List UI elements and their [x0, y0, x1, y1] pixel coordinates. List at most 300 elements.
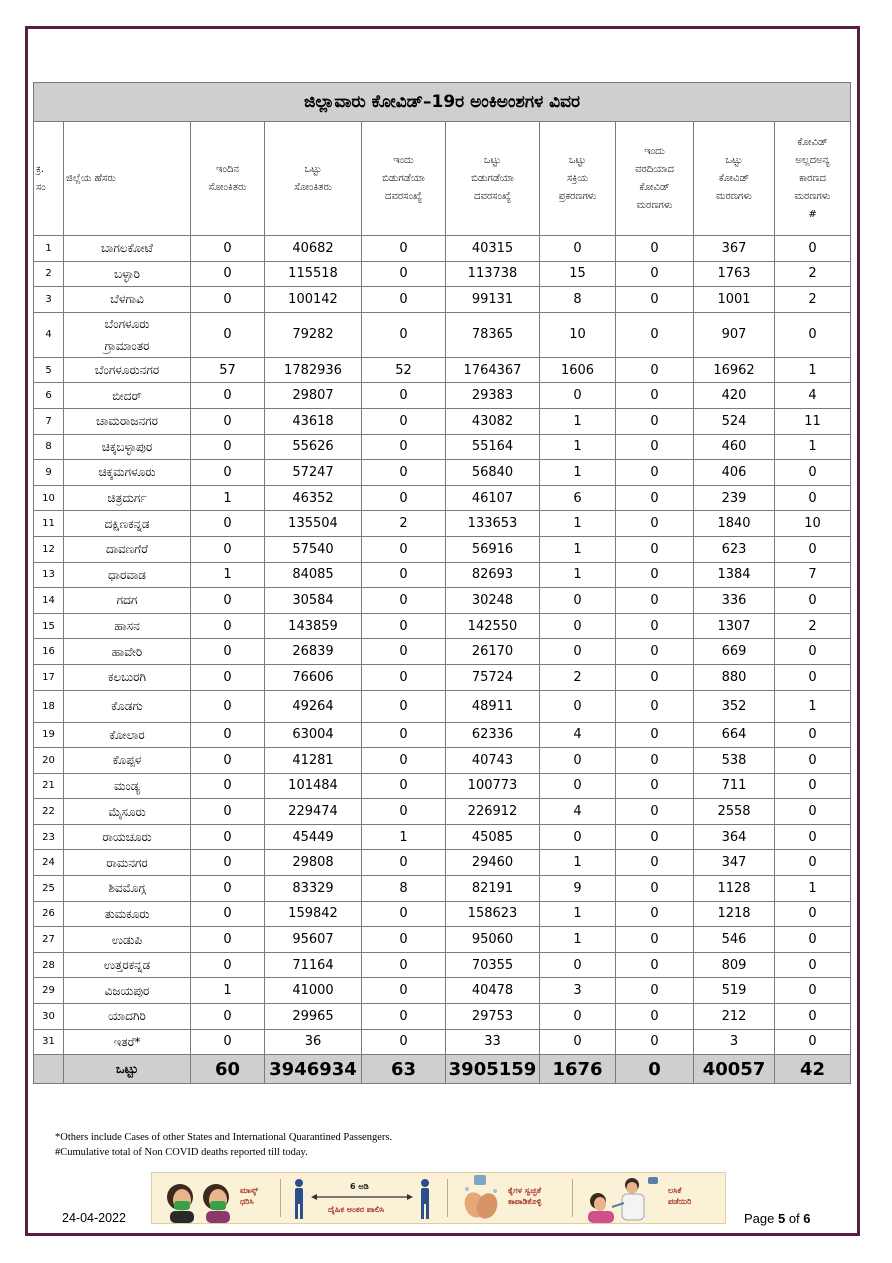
row-odd: 336 [694, 588, 775, 614]
table-row [34, 952, 851, 978]
row-district-name: ಕಲಬುರಗಿ [64, 664, 191, 690]
hand-hygiene-text: ಕೈಗಳ ಸ್ವಚ್ಛತೆ ಕಾಪಾಡಿಕೊಳ್ಳಿ [508, 1186, 542, 1206]
row-act: 0 [540, 236, 616, 262]
row-district-name: ತುಮಕೂರು [64, 901, 191, 927]
row-odd: 880 [694, 664, 775, 690]
row-tdd: 0 [616, 876, 694, 902]
row-od: 56840 [446, 460, 540, 486]
row-nc: 7 [775, 562, 851, 588]
row-odd: 524 [694, 408, 775, 434]
row-sno: 27 [34, 927, 64, 953]
row-nc: 0 [775, 927, 851, 953]
header-total-discharged: ಒಟ್ಟು ಬಿಡುಗಡೆಯಾ ದವರಸಂಖ್ಯೆ [446, 122, 540, 236]
row-odd: 406 [694, 460, 775, 486]
row-td: 0 [362, 236, 446, 262]
page-total: 6 [803, 1211, 811, 1226]
row-nc: 0 [775, 773, 851, 799]
row-odd: 519 [694, 978, 775, 1004]
row-district-name: ಚಾಮರಾಜನಗರ [64, 408, 191, 434]
table-row [34, 613, 851, 639]
row-op: 159842 [265, 901, 362, 927]
row-tdd: 0 [616, 536, 694, 562]
row-tdd: 0 [616, 434, 694, 460]
row-td: 0 [362, 690, 446, 722]
row-td: 1 [362, 824, 446, 850]
table-row [34, 312, 851, 357]
row-sno: 22 [34, 799, 64, 825]
row-tp: 0 [191, 460, 265, 486]
row-od: 56916 [446, 536, 540, 562]
row-odd: 347 [694, 850, 775, 876]
row-op: 115518 [265, 261, 362, 287]
row-od: 29460 [446, 850, 540, 876]
row-odd: 352 [694, 690, 775, 722]
header-row [34, 122, 851, 236]
table-row [34, 460, 851, 486]
row-district-name: ಯಾದಗಿರಿ [64, 1004, 191, 1030]
table-row [34, 978, 851, 1004]
vaccination-icon [580, 1173, 660, 1223]
row-act: 1 [540, 536, 616, 562]
table-row [34, 1004, 851, 1030]
header-total-deaths: ಒಟ್ಟು ಕೋವಿಡ್ ಮರಣಗಳು [694, 122, 775, 236]
row-district-name: ಹಾಸನ [64, 613, 191, 639]
row-district-name: ಹಾವೇರಿ [64, 639, 191, 665]
row-tdd: 0 [616, 722, 694, 748]
row-sno: 19 [34, 722, 64, 748]
table-row [34, 690, 851, 722]
table-row [34, 408, 851, 434]
table-row [34, 1029, 851, 1055]
table-row [34, 876, 851, 902]
row-nc: 1 [775, 690, 851, 722]
row-tp: 0 [191, 748, 265, 774]
table-row [34, 748, 851, 774]
row-op: 41281 [265, 748, 362, 774]
row-td: 0 [362, 588, 446, 614]
row-act: 10 [540, 312, 616, 357]
row-td: 0 [362, 927, 446, 953]
row-odd: 239 [694, 485, 775, 511]
row-td: 0 [362, 773, 446, 799]
row-act: 0 [540, 383, 616, 409]
row-district-name: ಇತರೆ* [64, 1029, 191, 1055]
row-sno: 20 [34, 748, 64, 774]
row-tdd: 0 [616, 511, 694, 537]
row-nc: 0 [775, 588, 851, 614]
row-od: 1764367 [446, 357, 540, 383]
row-od: 26170 [446, 639, 540, 665]
row-nc: 0 [775, 722, 851, 748]
row-odd: 1307 [694, 613, 775, 639]
row-op: 76606 [265, 664, 362, 690]
row-odd: 16962 [694, 357, 775, 383]
row-od: 95060 [446, 927, 540, 953]
row-tp: 0 [191, 690, 265, 722]
row-tp: 0 [191, 773, 265, 799]
row-tp: 0 [191, 850, 265, 876]
row-tp: 0 [191, 536, 265, 562]
row-op: 49264 [265, 690, 362, 722]
row-sno: 15 [34, 613, 64, 639]
row-odd: 1840 [694, 511, 775, 537]
row-sno: 30 [34, 1004, 64, 1030]
table-row [34, 588, 851, 614]
row-act: 1 [540, 850, 616, 876]
row-nc: 0 [775, 952, 851, 978]
row-act: 1606 [540, 357, 616, 383]
row-tdd: 0 [616, 485, 694, 511]
banner-divider [447, 1179, 448, 1217]
row-tdd: 0 [616, 901, 694, 927]
row-sno: 12 [34, 536, 64, 562]
row-tdd: 0 [616, 1004, 694, 1030]
row-td: 0 [362, 722, 446, 748]
row-tp: 0 [191, 952, 265, 978]
row-sno: 4 [34, 312, 64, 357]
row-district-name: ಬಳ್ಳಾರಿ [64, 261, 191, 287]
table-row [34, 383, 851, 409]
row-act: 6 [540, 485, 616, 511]
row-district-name: ಚಿಕ್ಕಮಗಳೂರು [64, 460, 191, 486]
table-row [34, 287, 851, 313]
row-tdd: 0 [616, 690, 694, 722]
row-district-name: ಬಾಗಲಕೋಟೆ [64, 236, 191, 262]
row-odd: 669 [694, 639, 775, 665]
footnotes [55, 1130, 392, 1160]
row-district-name: ಕೊಪ್ಪಳ [64, 748, 191, 774]
row-tdd: 0 [616, 748, 694, 774]
table-body [34, 236, 851, 1055]
row-nc: 2 [775, 287, 851, 313]
page-current: 5 [777, 1211, 786, 1226]
row-td: 0 [362, 1004, 446, 1030]
row-odd: 538 [694, 748, 775, 774]
table-row [34, 722, 851, 748]
row-nc: 2 [775, 613, 851, 639]
row-tdd: 0 [616, 236, 694, 262]
row-od: 33 [446, 1029, 540, 1055]
row-sno: 9 [34, 460, 64, 486]
row-sno: 8 [34, 434, 64, 460]
row-district-name: ಧಾರವಾಡ [64, 562, 191, 588]
row-nc: 0 [775, 485, 851, 511]
total-today-deaths: 0 [616, 1055, 694, 1084]
page-number [744, 1211, 811, 1226]
row-od: 45085 [446, 824, 540, 850]
row-td: 0 [362, 664, 446, 690]
row-act: 0 [540, 639, 616, 665]
row-od: 40743 [446, 748, 540, 774]
row-tp: 1 [191, 978, 265, 1004]
row-od: 62336 [446, 722, 540, 748]
row-td: 0 [362, 460, 446, 486]
row-od: 70355 [446, 952, 540, 978]
row-op: 41000 [265, 978, 362, 1004]
row-op: 36 [265, 1029, 362, 1055]
row-sno: 5 [34, 357, 64, 383]
header-today-discharged: ಇಂದು ಬಿಡುಗಡೆಯಾ ದವರಸಂಖ್ಯೆ [362, 122, 446, 236]
mask-faces-icon [160, 1173, 238, 1223]
total-sno-cell [34, 1055, 64, 1084]
header-district: ಜಿಲ್ಲೆಯ ಹೆಸರು [64, 122, 191, 236]
table-row [34, 434, 851, 460]
row-district-name: ದಾವಣಗೆರೆ [64, 536, 191, 562]
row-tp: 0 [191, 287, 265, 313]
row-od: 43082 [446, 408, 540, 434]
row-act: 1 [540, 927, 616, 953]
row-act: 1 [540, 460, 616, 486]
row-act: 1 [540, 511, 616, 537]
row-sno: 10 [34, 485, 64, 511]
district-covid-table [33, 82, 851, 1084]
row-sno: 6 [34, 383, 64, 409]
row-nc: 0 [775, 978, 851, 1004]
table-row [34, 901, 851, 927]
row-tp: 0 [191, 434, 265, 460]
hand-wash-icon [457, 1173, 505, 1223]
row-nc: 0 [775, 639, 851, 665]
total-label: ಒಟ್ಟು [64, 1055, 191, 1084]
row-od: 113738 [446, 261, 540, 287]
row-act: 0 [540, 690, 616, 722]
header-non-covid-deaths: ಕೋವಿಡ್ ಅಲ್ಲದಅನ್ಯ ಕಾರಣದ ಮರಣಗಳು # [775, 122, 851, 236]
header-today-positive: ಇಂದಿನ ಸೋಂಕಿತರು [191, 122, 265, 236]
row-tdd: 0 [616, 383, 694, 409]
table-title: ಜಿಲ್ಲಾವಾರು ಕೋವಿಡ್–19ರ ಅಂಕಿಅಂಶಗಳ ವಿವರ [34, 83, 851, 122]
row-op: 57247 [265, 460, 362, 486]
page-mid: of [785, 1211, 804, 1226]
row-op: 135504 [265, 511, 362, 537]
row-sno: 23 [34, 824, 64, 850]
row-td: 0 [362, 562, 446, 588]
row-op: 83329 [265, 876, 362, 902]
total-total-discharged: 3905159 [446, 1055, 540, 1084]
row-odd: 664 [694, 722, 775, 748]
covid-appropriate-behaviour-banner [151, 1172, 726, 1224]
row-tdd: 0 [616, 357, 694, 383]
row-od: 29383 [446, 383, 540, 409]
row-tdd: 0 [616, 613, 694, 639]
row-td: 0 [362, 434, 446, 460]
row-tp: 0 [191, 1004, 265, 1030]
row-td: 0 [362, 383, 446, 409]
row-nc: 1 [775, 357, 851, 383]
row-district-name: ಚಿತ್ರದುರ್ಗ [64, 485, 191, 511]
row-od: 78365 [446, 312, 540, 357]
row-odd: 1128 [694, 876, 775, 902]
row-sno: 2 [34, 261, 64, 287]
row-op: 45449 [265, 824, 362, 850]
row-district-name: ಗದಗ [64, 588, 191, 614]
table-row [34, 824, 851, 850]
row-td: 0 [362, 613, 446, 639]
table-row [34, 664, 851, 690]
total-today-discharged: 63 [362, 1055, 446, 1084]
table-row [34, 562, 851, 588]
footnote-others: *Others include Cases of other States and International Quarantined Passengers. [55, 1132, 393, 1143]
row-op: 55626 [265, 434, 362, 460]
row-act: 0 [540, 773, 616, 799]
row-odd: 420 [694, 383, 775, 409]
row-td: 0 [362, 799, 446, 825]
row-od: 82693 [446, 562, 540, 588]
row-act: 0 [540, 748, 616, 774]
row-act: 0 [540, 588, 616, 614]
row-nc: 0 [775, 901, 851, 927]
row-tp: 0 [191, 408, 265, 434]
row-tp: 0 [191, 588, 265, 614]
row-od: 99131 [446, 287, 540, 313]
row-act: 0 [540, 1029, 616, 1055]
row-od: 48911 [446, 690, 540, 722]
total-non-covid-deaths: 42 [775, 1055, 851, 1084]
row-tdd: 0 [616, 978, 694, 1004]
row-tdd: 0 [616, 850, 694, 876]
table-row [34, 357, 851, 383]
row-od: 40478 [446, 978, 540, 1004]
row-op: 29807 [265, 383, 362, 409]
row-tdd: 0 [616, 927, 694, 953]
row-op: 71164 [265, 952, 362, 978]
row-district-name: ಉತ್ತರಕನ್ನಡ [64, 952, 191, 978]
row-tp: 0 [191, 901, 265, 927]
table-row [34, 850, 851, 876]
row-sno: 13 [34, 562, 64, 588]
total-active: 1676 [540, 1055, 616, 1084]
row-sno: 1 [34, 236, 64, 262]
distance-text: 6 ಅಡಿ [350, 1182, 369, 1191]
row-act: 2 [540, 664, 616, 690]
row-nc: 0 [775, 460, 851, 486]
row-tdd: 0 [616, 952, 694, 978]
row-tp: 0 [191, 722, 265, 748]
row-act: 8 [540, 287, 616, 313]
row-sno: 21 [34, 773, 64, 799]
row-op: 229474 [265, 799, 362, 825]
row-tp: 0 [191, 824, 265, 850]
row-act: 1 [540, 901, 616, 927]
footnote-non-covid: #Cumulative total of Non COVID deaths reported till today. [55, 1147, 308, 1158]
row-nc: 0 [775, 664, 851, 690]
row-act: 0 [540, 1004, 616, 1030]
row-district-name: ದಕ್ಷಿಣಕನ್ನಡ [64, 511, 191, 537]
header-total-positive: ಒಟ್ಟು ಸೋಂಕಿತರು [265, 122, 362, 236]
row-district-name: ಕೋಲಾರ [64, 722, 191, 748]
row-od: 55164 [446, 434, 540, 460]
row-district-name: ಮೈಸೂರು [64, 799, 191, 825]
row-od: 75724 [446, 664, 540, 690]
row-sno: 29 [34, 978, 64, 1004]
row-odd: 460 [694, 434, 775, 460]
row-sno: 26 [34, 901, 64, 927]
row-nc: 0 [775, 536, 851, 562]
row-op: 26839 [265, 639, 362, 665]
row-td: 0 [362, 639, 446, 665]
row-district-name: ಮಂಡ್ಯ [64, 773, 191, 799]
row-tp: 0 [191, 664, 265, 690]
row-tp: 0 [191, 613, 265, 639]
row-tdd: 0 [616, 664, 694, 690]
row-nc: 0 [775, 312, 851, 357]
row-tp: 0 [191, 261, 265, 287]
row-tdd: 0 [616, 312, 694, 357]
distance-caption: ದೈಹಿಕ ಅಂತರ ಪಾಲಿಸಿ [328, 1205, 385, 1214]
row-od: 226912 [446, 799, 540, 825]
row-odd: 1001 [694, 287, 775, 313]
row-od: 158623 [446, 901, 540, 927]
row-op: 101484 [265, 773, 362, 799]
row-td: 0 [362, 901, 446, 927]
row-nc: 0 [775, 799, 851, 825]
row-sno: 11 [34, 511, 64, 537]
row-odd: 546 [694, 927, 775, 953]
row-nc: 0 [775, 850, 851, 876]
row-district-name: ರಾಮನಗರ [64, 850, 191, 876]
report-date: 24-04-2022 [62, 1211, 126, 1225]
row-od: 100773 [446, 773, 540, 799]
row-sno: 31 [34, 1029, 64, 1055]
row-odd: 1384 [694, 562, 775, 588]
row-odd: 623 [694, 536, 775, 562]
row-nc: 1 [775, 434, 851, 460]
row-odd: 907 [694, 312, 775, 357]
table-row [34, 485, 851, 511]
row-district-name: ಬೀದರ್ [64, 383, 191, 409]
vaccine-text: ಲಸಿಕೆ ಪಡೆಯಿರಿ [668, 1186, 692, 1206]
row-act: 0 [540, 952, 616, 978]
row-nc: 0 [775, 236, 851, 262]
row-nc: 2 [775, 261, 851, 287]
row-act: 0 [540, 824, 616, 850]
row-act: 9 [540, 876, 616, 902]
table-row [34, 773, 851, 799]
row-tp: 0 [191, 927, 265, 953]
row-tp: 0 [191, 511, 265, 537]
row-act: 4 [540, 799, 616, 825]
row-act: 0 [540, 613, 616, 639]
row-td: 0 [362, 536, 446, 562]
row-district-name: ಬೆಂಗಳೂರು ಗ್ರಾಮಾಂತರ [64, 312, 191, 357]
row-td: 0 [362, 748, 446, 774]
row-od: 82191 [446, 876, 540, 902]
row-op: 29965 [265, 1004, 362, 1030]
row-sno: 7 [34, 408, 64, 434]
row-tp: 0 [191, 383, 265, 409]
row-nc: 0 [775, 1004, 851, 1030]
row-tdd: 0 [616, 562, 694, 588]
row-act: 4 [540, 722, 616, 748]
row-op: 63004 [265, 722, 362, 748]
header-today-deaths: ಇಂದು ವರದಿಯಾದ ಕೋವಿಡ್ ಮರಣಗಳು [616, 122, 694, 236]
row-td: 2 [362, 511, 446, 537]
row-tp: 0 [191, 799, 265, 825]
row-odd: 1218 [694, 901, 775, 927]
row-sno: 24 [34, 850, 64, 876]
row-tp: 57 [191, 357, 265, 383]
row-tp: 0 [191, 1029, 265, 1055]
row-tp: 0 [191, 312, 265, 357]
table-row [34, 927, 851, 953]
table-row [34, 261, 851, 287]
table-row [34, 536, 851, 562]
total-row [34, 1055, 851, 1084]
row-op: 43618 [265, 408, 362, 434]
row-od: 142550 [446, 613, 540, 639]
row-op: 29808 [265, 850, 362, 876]
row-tdd: 0 [616, 799, 694, 825]
row-tdd: 0 [616, 588, 694, 614]
